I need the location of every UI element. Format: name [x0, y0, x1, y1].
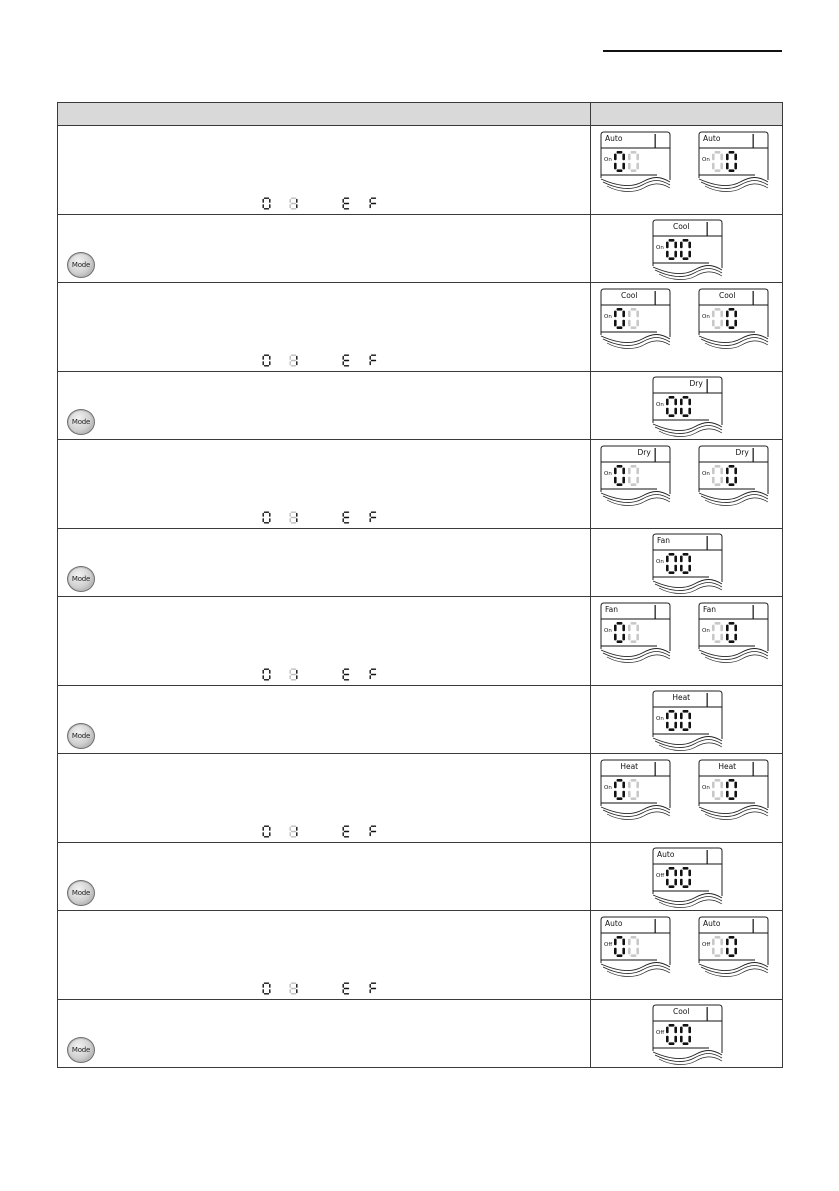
lcd-mode-label: Auto: [702, 134, 721, 143]
step-display-cell: [590, 843, 782, 911]
lcd-mode-label: Fan: [702, 605, 716, 614]
step-description-cell: [58, 126, 591, 215]
lcd-state-label: On: [655, 559, 664, 565]
header-cell-display: [590, 103, 782, 126]
digit-glyph-f: [369, 982, 378, 995]
lcd-state-label: On: [701, 628, 710, 634]
table-row: [58, 843, 783, 911]
mode-button[interactable]: Mode: [67, 723, 95, 749]
lcd-state-label: On: [603, 157, 612, 163]
table-row: [58, 911, 783, 1000]
digit-glyph-1: [289, 197, 298, 210]
table-row: [58, 754, 783, 843]
lcd-state-label: On: [655, 402, 664, 408]
lcd-mode-label: Dry: [735, 448, 749, 457]
lcd-mode-label: Auto: [604, 919, 623, 928]
step-display-cell: [590, 215, 782, 283]
lcd-state-label: Off: [655, 873, 664, 879]
mode-button[interactable]: Mode: [67, 1037, 95, 1063]
lcd-display: [651, 846, 723, 908]
digit-glyph-f: [369, 511, 378, 524]
step-description-cell: [58, 597, 591, 686]
digit-glyph-0: [262, 354, 271, 367]
lcd-display: [651, 218, 723, 280]
digit-glyph-f: [369, 197, 378, 210]
step-description-cell: [58, 1000, 591, 1068]
step-display-cell: [590, 1000, 782, 1068]
digit-glyph-e: [342, 354, 351, 367]
digit-glyph-e: [342, 197, 351, 210]
lcd-display: [651, 1003, 723, 1065]
lcd-display: [599, 758, 671, 820]
lcd-mode-label: Heat: [672, 693, 690, 702]
digit-glyph-e: [342, 982, 351, 995]
lcd-mode-label: Fan: [656, 536, 670, 545]
lcd-state-label: Off: [701, 942, 710, 948]
lcd-display: [697, 444, 769, 506]
table-row: [58, 126, 783, 215]
digit-glyph-f: [369, 668, 378, 681]
lcd-mode-label: Auto: [702, 919, 721, 928]
digit-glyph-f: [369, 354, 378, 367]
step-display-cell: [590, 529, 782, 597]
step-description-cell: [58, 440, 591, 529]
lcd-display: [697, 130, 769, 192]
table-row: [58, 283, 783, 372]
step-description-cell: [58, 843, 591, 911]
mode-button[interactable]: Mode: [67, 409, 95, 435]
step-description-cell: [58, 372, 591, 440]
digit-sequence-legend: [262, 982, 392, 996]
digit-glyph-f: [369, 825, 378, 838]
lcd-display: [651, 689, 723, 751]
table-row: [58, 215, 783, 283]
lcd-state-label: On: [603, 785, 612, 791]
header-rule: [603, 50, 782, 52]
step-display-cell: [590, 686, 782, 754]
digit-glyph-e: [342, 825, 351, 838]
header-cell-description: [58, 103, 591, 126]
lcd-mode-label: Cool: [672, 1007, 690, 1016]
step-description-cell: [58, 529, 591, 597]
step-description-cell: [58, 754, 591, 843]
digit-glyph-e: [342, 668, 351, 681]
lcd-display: [651, 375, 723, 437]
lcd-mode-label: Dry: [637, 448, 651, 457]
mode-button[interactable]: Mode: [67, 880, 95, 906]
lcd-display: [697, 601, 769, 663]
step-display-cell: [590, 597, 782, 686]
digit-glyph-1: [289, 825, 298, 838]
lcd-mode-label: Heat: [620, 762, 638, 771]
digit-sequence-legend: [262, 668, 392, 682]
lcd-state-label: On: [603, 628, 612, 634]
lcd-mode-label: Cool: [620, 291, 638, 300]
lcd-display: [697, 287, 769, 349]
digit-sequence-legend: [262, 825, 392, 839]
mode-steps-table: [57, 102, 783, 1068]
mode-button[interactable]: Mode: [67, 252, 95, 278]
lcd-display: [599, 130, 671, 192]
digit-glyph-0: [262, 197, 271, 210]
lcd-mode-label: Heat: [718, 762, 736, 771]
digit-sequence-legend: [262, 511, 392, 525]
lcd-mode-label: Auto: [656, 850, 675, 859]
step-description-cell: [58, 215, 591, 283]
lcd-display: [697, 915, 769, 977]
table-row: [58, 597, 783, 686]
lcd-display: [599, 444, 671, 506]
digit-sequence-legend: [262, 354, 392, 368]
digit-glyph-0: [262, 511, 271, 524]
table-row: [58, 1000, 783, 1068]
step-display-cell: [590, 911, 782, 1000]
lcd-state-label: On: [603, 314, 612, 320]
step-display-cell: [590, 126, 782, 215]
table-row: [58, 529, 783, 597]
step-description-cell: [58, 911, 591, 1000]
digit-glyph-1: [289, 982, 298, 995]
lcd-state-label: On: [701, 314, 710, 320]
lcd-display: [697, 758, 769, 820]
lcd-state-label: On: [701, 471, 710, 477]
digit-glyph-1: [289, 511, 298, 524]
digit-glyph-e: [342, 511, 351, 524]
step-display-cell: [590, 754, 782, 843]
lcd-display: [651, 532, 723, 594]
lcd-state-label: On: [655, 245, 664, 251]
step-display-cell: [590, 440, 782, 529]
step-display-cell: [590, 283, 782, 372]
lcd-state-label: On: [603, 471, 612, 477]
lcd-state-label: Off: [655, 1030, 664, 1036]
step-description-cell: [58, 283, 591, 372]
mode-button[interactable]: Mode: [67, 566, 95, 592]
table-header-row: [58, 103, 783, 126]
digit-sequence-legend: [262, 197, 392, 211]
lcd-state-label: Off: [603, 942, 612, 948]
lcd-state-label: On: [701, 157, 710, 163]
lcd-mode-label: Fan: [604, 605, 618, 614]
lcd-display: [599, 287, 671, 349]
digit-glyph-1: [289, 668, 298, 681]
lcd-state-label: On: [655, 716, 664, 722]
lcd-mode-label: Cool: [718, 291, 736, 300]
lcd-display: [599, 915, 671, 977]
lcd-mode-label: Dry: [689, 379, 703, 388]
lcd-state-label: On: [701, 785, 710, 791]
table-row: [58, 686, 783, 754]
step-display-cell: [590, 372, 782, 440]
lcd-mode-label: Cool: [672, 222, 690, 231]
step-description-cell: [58, 686, 591, 754]
digit-glyph-0: [262, 668, 271, 681]
table-row: [58, 440, 783, 529]
lcd-display: [599, 601, 671, 663]
lcd-mode-label: Auto: [604, 134, 623, 143]
digit-glyph-0: [262, 982, 271, 995]
digit-glyph-0: [262, 825, 271, 838]
table-row: [58, 372, 783, 440]
digit-glyph-1: [289, 354, 298, 367]
